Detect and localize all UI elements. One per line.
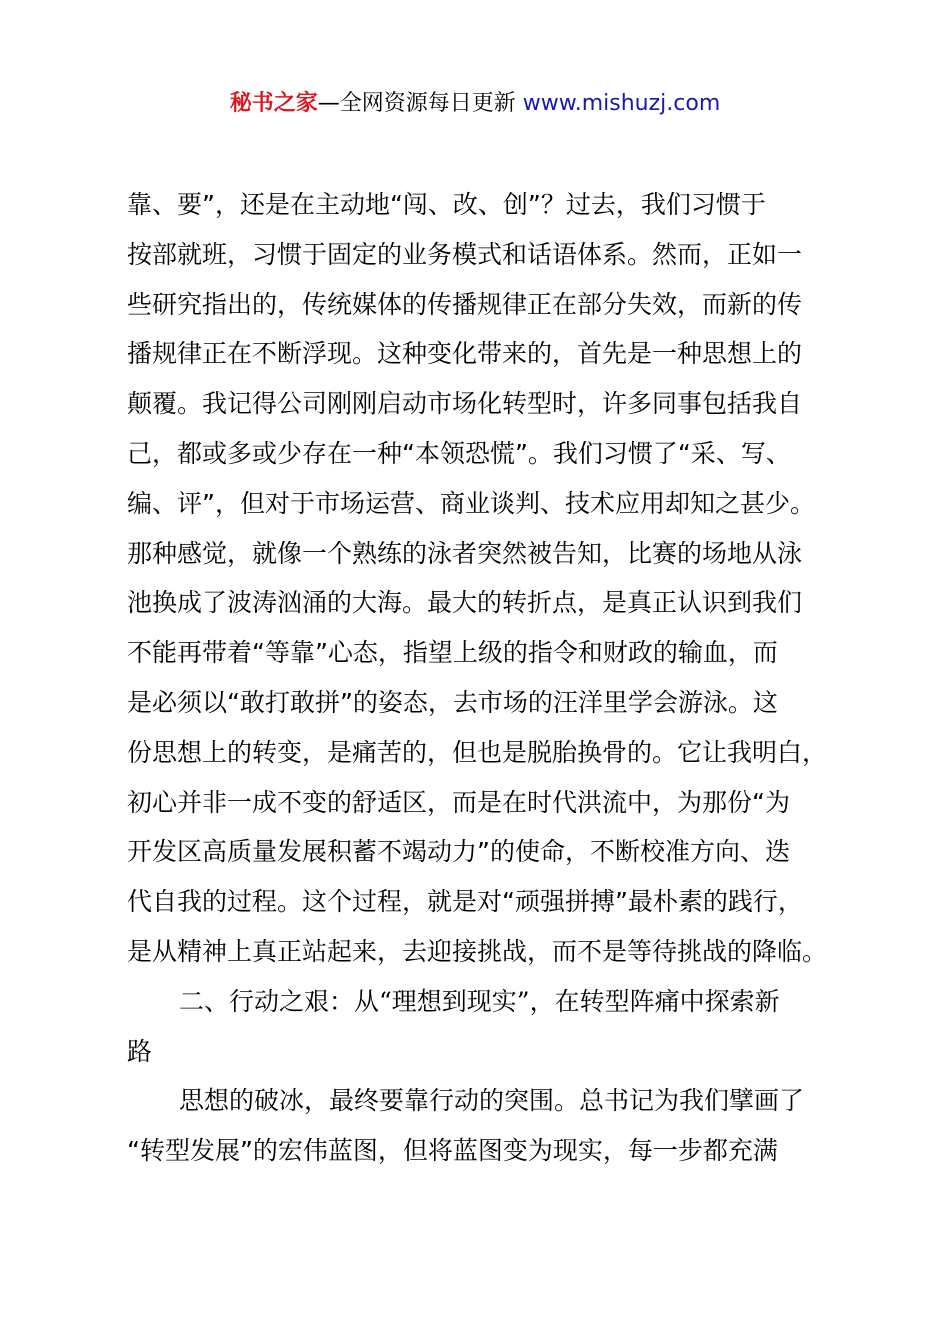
text-line: 思想的破冰，最终要靠行动的突围。总书记为我们擘画了 [179, 1086, 805, 1116]
document-body [127, 180, 837, 1176]
text-line: 初心并非一成不变的舒适区，而是在时代洪流中，为那份“为 [127, 787, 790, 817]
text-line: “转型发展”的宏伟蓝图，但将蓝图变为现实，每一步都充满 [127, 1136, 778, 1166]
text-line: 些研究指出的，传统媒体的传播规律正在部分失效，而新的传 [127, 289, 803, 319]
text-line: 播规律正在不断浮现。这种变化带来的，首先是一种思想上的 [127, 339, 803, 369]
section-heading-continued: 路 [127, 1036, 153, 1066]
text-line: 编、评”，但对于市场运营、商业谈判、技术应用却知之甚少。 [127, 488, 815, 518]
page-header [0, 88, 950, 120]
site-tagline: —全网资源每日更新 [317, 91, 523, 116]
text-line: 靠、要”，还是在主动地“闯、改、创”？过去，我们习惯于 [127, 190, 766, 219]
text-line: 份思想上的转变，是痛苦的，但也是脱胎换骨的。它让我明白， [127, 737, 828, 767]
text-line: 颠覆。我记得公司刚刚启动市场化转型时，许多同事包括我自 [127, 389, 803, 419]
text-line: 不能再带着“等靠”心态，指望上级的指令和财政的输血，而 [127, 638, 778, 668]
text-line: 开发区高质量发展积蓄不竭动力”的使命，不断校准方向、迭 [127, 837, 790, 867]
text-line: 按部就班，习惯于固定的业务模式和话语体系。然而，正如一 [127, 239, 803, 269]
text-line: 池换成了波涛汹涌的大海。最大的转折点，是真正认识到我们 [127, 588, 803, 618]
text-line: 代自我的过程。这个过程，就是对“顽强拼搏”最朴素的践行， [127, 887, 803, 917]
text-line: 是从精神上真正站起来，去迎接挑战，而不是等待挑战的降临。 [127, 936, 828, 966]
site-url: www.mishuzj.com [522, 91, 721, 116]
text-line: 是必须以“敢打敢拼”的姿态，去市场的汪洋里学会游泳。这 [127, 687, 778, 717]
section-heading: 二、行动之艰：从“理想到现实”，在转型阵痛中探索新 [179, 986, 780, 1016]
text-line: 那种感觉，就像一个熟练的泳者突然被告知，比赛的场地从泳 [127, 538, 803, 568]
site-brand: 秘书之家 [229, 91, 318, 116]
text-line: 己，都或多或少存在一种“本领恐慌”。我们习惯了“采、写、 [127, 438, 791, 468]
